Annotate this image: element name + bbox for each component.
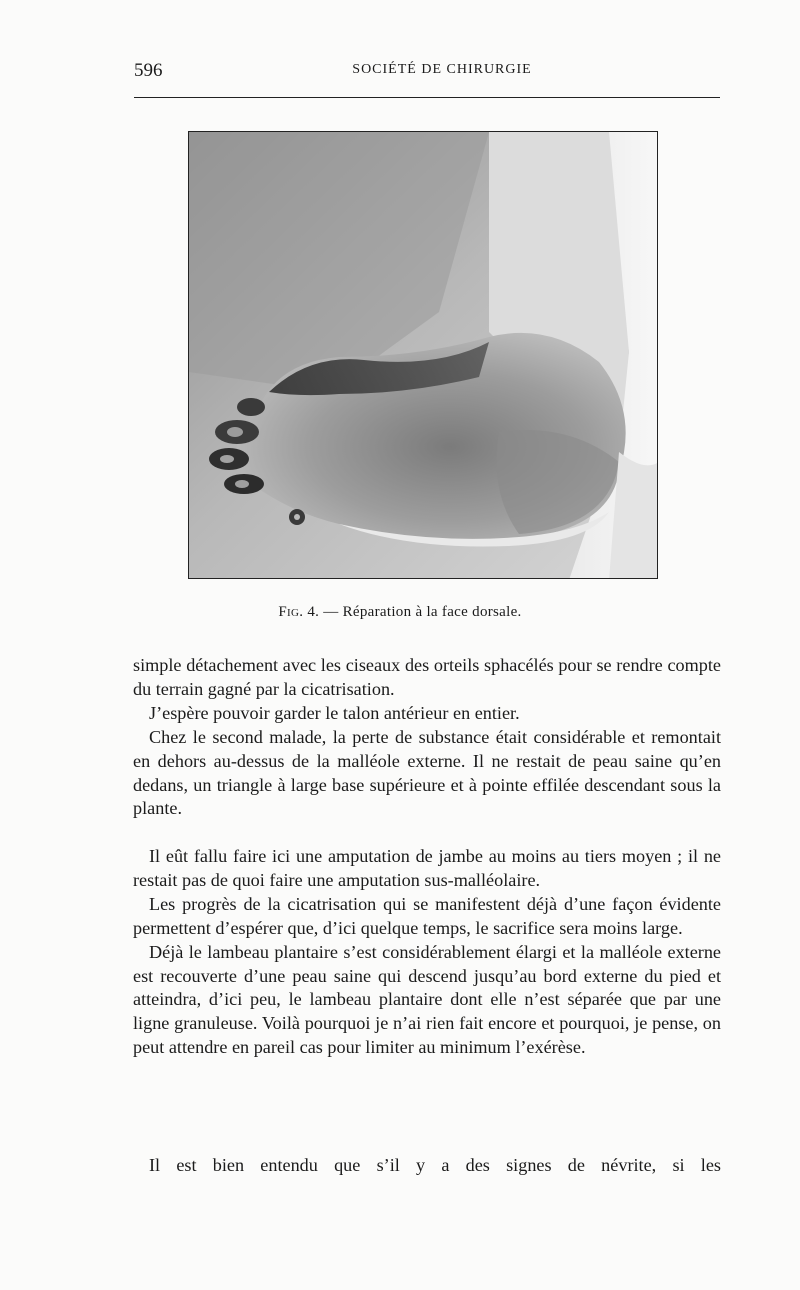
header-rule bbox=[134, 97, 720, 98]
paragraph: simple détachement avec les ciseaux des orteils sphacélés pour se rendre compte du terrain gagné par la cicatrisation. bbox=[133, 655, 721, 699]
figure-photograph bbox=[188, 131, 658, 579]
paragraph: Déjà le lambeau plantaire s’est considérablement élargi et la malléole externe est recouverte d’une peau saine qui descend jusqu’au bord externe du pied et atteindra, d’ici peu, le lambeau plantaire dont elle n’est séparée que par une ligne granuleuse. Voilà pourquoi je n’ai rien fait encore et pourquoi, je pense, on peut attendre en pareil cas pour limiter au minimum l’exérèse. bbox=[133, 941, 721, 1058]
page-header bbox=[134, 60, 720, 84]
foot-photo-illustration bbox=[189, 132, 658, 579]
body-text-block-3 bbox=[133, 1154, 721, 1178]
paragraph: Il eût fallu faire ici une amputation de jambe au moins au tiers moyen ; il ne restait pas de quoi faire une amputation sus-malléolaire. bbox=[133, 846, 721, 890]
figure-caption bbox=[0, 604, 800, 621]
paragraph: Les progrès de la cicatrisation qui se manifestent déjà d’une façon évidente permettent d’espérer que, d’ici quelque temps, le sacrifice sera moins large. bbox=[133, 893, 721, 938]
paragraph: Chez le second malade, la perte de substance était considérable et remontait en dehors au-dessus de la malléole externe. Il ne restait de peau saine qu’en dedans, un triangle à large base supérieure et à pointe effilée descendant sous la plante. bbox=[133, 726, 721, 819]
body-text-block-2 bbox=[133, 845, 721, 1060]
running-title: SOCIÉTÉ DE CHIRURGIE bbox=[352, 62, 532, 77]
figure-caption-text: — Réparation à la face dorsale. bbox=[319, 604, 522, 620]
paragraph: Il est bien entendu que s’il y a des signes de névrite, si les bbox=[149, 1155, 721, 1175]
page-number: 596 bbox=[134, 60, 163, 81]
figure-label: Fig. 4. bbox=[278, 604, 320, 620]
paragraph: J’espère pouvoir garder le talon antérieur en entier. bbox=[149, 702, 520, 723]
body-text-block-1 bbox=[133, 654, 721, 821]
